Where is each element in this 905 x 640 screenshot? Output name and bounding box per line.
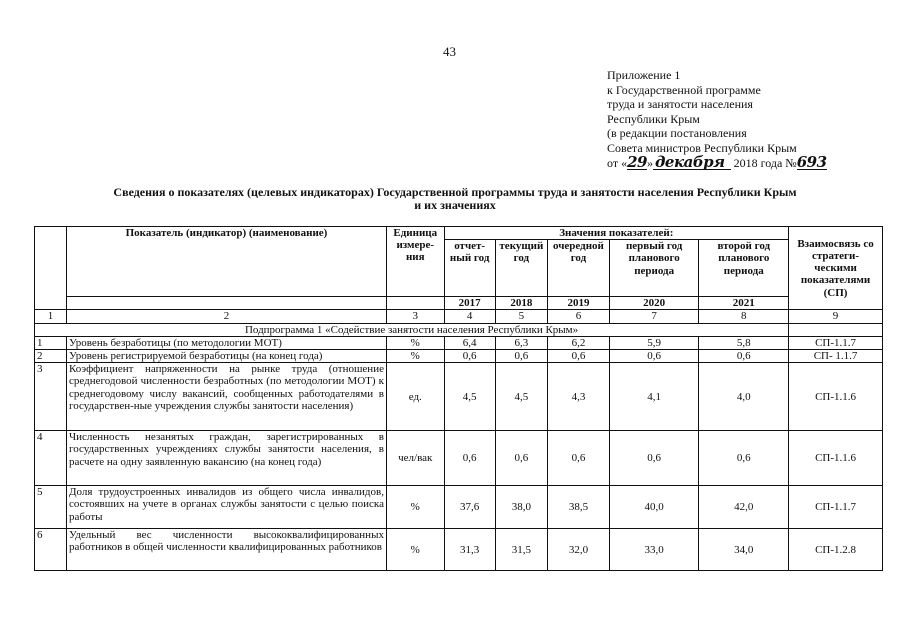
value-2017: 37,6: [444, 486, 495, 529]
value-2019: 38,5: [548, 486, 610, 529]
table-row: [35, 350, 883, 363]
col-number: 8: [699, 310, 789, 323]
value-2019: 6,2: [548, 336, 610, 349]
appendix-line: труда и занятости населения: [607, 97, 753, 112]
unit: ед.: [386, 363, 444, 431]
indicator-name: Уровень регистрируемой безработицы (на конец года): [66, 350, 386, 363]
indicator-name: Численность незанятых граждан, зарегистрированных в государственных учреждениях службы занятости населения, в расчете на одну заявленную вакансию (на конец года): [66, 431, 386, 486]
indicator-name: Доля трудоустроенных инвалидов из общего числа инвалидов, состоявших на учете в органах службы занятости с целью поиска работы: [66, 486, 386, 529]
strategic-link: СП-1.1.6: [789, 431, 883, 486]
col-number: 5: [495, 310, 547, 323]
unit: чел/вак: [386, 431, 444, 486]
value-2021: 5,8: [699, 336, 789, 349]
appendix-line: Совета министров Республики Крым: [607, 140, 797, 155]
page-number: 43: [443, 44, 456, 59]
value-2017: 4,5: [444, 363, 495, 431]
col-number: 1: [35, 310, 67, 323]
date-year: 2018 года №: [733, 155, 797, 170]
col-number: 7: [609, 310, 699, 323]
strategic-link: СП-1.2.8: [789, 529, 883, 571]
strategic-link: СП-1.1.6: [789, 363, 883, 431]
year-2021: 2021: [699, 297, 789, 310]
unit: %: [386, 350, 444, 363]
value-2017: 0,6: [444, 431, 495, 486]
header-first-plan-year: первый год планового периода: [609, 240, 699, 297]
appendix-line: Приложение 1: [607, 68, 681, 82]
row-number: 1: [35, 336, 67, 349]
value-2018: 6,3: [495, 336, 547, 349]
value-2017: 6,4: [444, 336, 495, 349]
subprogram-title: Подпрограмма 1 «Содействие занятости населения Республики Крым»: [35, 323, 789, 336]
title-line-2: и их значениях: [414, 198, 496, 212]
header-relation: Взаимосвязь со стратеги-ческими показателями (СП): [789, 227, 883, 310]
value-2020: 5,9: [609, 336, 699, 349]
col-number: 6: [548, 310, 610, 323]
col-number: 2: [66, 310, 386, 323]
date-prefix: от «: [607, 155, 628, 170]
header-report-year: отчет-ный год: [444, 240, 495, 297]
value-2020: 4,1: [609, 363, 699, 431]
row-number: 5: [35, 486, 67, 529]
strategic-link: СП-1.1.7: [789, 336, 883, 349]
unit: %: [386, 336, 444, 349]
value-2020: 40,0: [609, 486, 699, 529]
value-2017: 0,6: [444, 350, 495, 363]
value-2018: 31,5: [495, 529, 547, 571]
value-2019: 0,6: [548, 350, 610, 363]
date-number: 693: [796, 152, 827, 171]
row-number: 4: [35, 431, 67, 486]
year-2018: 2018: [495, 297, 547, 310]
indicator-name: Удельный вес численности высококвалифицированных работников в общей численности квалифицированных работников: [66, 529, 386, 571]
value-2021: 34,0: [699, 529, 789, 571]
year-2017: 2017: [444, 297, 495, 310]
appendix-block: [607, 68, 827, 170]
unit: %: [386, 529, 444, 571]
value-2018: 38,0: [495, 486, 547, 529]
row-number: 2: [35, 350, 67, 363]
date-day: 29: [627, 152, 647, 171]
header-values-group: Значения показателей:: [444, 227, 789, 240]
col-number: 3: [386, 310, 444, 323]
appendix-line: к Государственной программе: [607, 82, 761, 97]
col-number: 9: [789, 310, 883, 323]
header-indicator: Показатель (индикатор) (наименование): [66, 227, 386, 297]
document-title: [30, 186, 880, 212]
appendix-line: Республики Крым: [607, 111, 700, 126]
unit: %: [386, 486, 444, 529]
table-row: [35, 431, 883, 486]
subprogram-empty: [789, 323, 883, 336]
year-2020: 2020: [609, 297, 699, 310]
indicators-table: [34, 226, 883, 571]
column-number-row: [35, 310, 883, 323]
title-line-1: Сведения о показателях (целевых индикаторах) Государственной программы труда и занятости населения Республики Крым: [113, 185, 797, 199]
value-2017: 31,3: [444, 529, 495, 571]
appendix-line: (в редакции постановления: [607, 126, 747, 141]
value-2021: 0,6: [699, 431, 789, 486]
value-2020: 0,6: [609, 431, 699, 486]
value-2018: 0,6: [495, 350, 547, 363]
value-2020: 33,0: [609, 529, 699, 571]
col-number: 4: [444, 310, 495, 323]
value-2019: 0,6: [548, 431, 610, 486]
value-2018: 4,5: [495, 363, 547, 431]
table-row: [35, 336, 883, 349]
table-row: [35, 529, 883, 571]
table-row: [35, 363, 883, 431]
value-2019: 4,3: [548, 363, 610, 431]
date-month: декабря: [653, 156, 731, 170]
header-blank: [66, 297, 386, 310]
header-second-plan-year: второй год планового периода: [699, 240, 789, 297]
value-2019: 32,0: [548, 529, 610, 571]
value-2020: 0,6: [609, 350, 699, 363]
value-2018: 0,6: [495, 431, 547, 486]
header-unit: Единица измере-ния: [386, 227, 444, 297]
value-2021: 42,0: [699, 486, 789, 529]
row-number: 3: [35, 363, 67, 431]
row-number: 6: [35, 529, 67, 571]
value-2021: 0,6: [699, 350, 789, 363]
strategic-link: СП-1.1.7: [789, 486, 883, 529]
header-next-year: очередной год: [548, 240, 610, 297]
strategic-link: СП- 1.1.7: [789, 350, 883, 363]
indicator-name: Коэффициент напряженности на рынке труда (отношение среднегодовой численности безработных (по методологии МОТ) к среднегодовому числу вакансий, сообщенных работодателями в государствен-ные учреждения службы занятости населения): [66, 363, 386, 431]
year-2019: 2019: [548, 297, 610, 310]
header-current-year: текущий год: [495, 240, 547, 297]
header-blank: [386, 297, 444, 310]
header-empty: [35, 227, 67, 310]
appendix-date-line: [607, 152, 827, 171]
date-mid: »: [646, 155, 653, 170]
indicator-name: Уровень безработицы (по методологии МОТ): [66, 336, 386, 349]
table-row: [35, 486, 883, 529]
value-2021: 4,0: [699, 363, 789, 431]
